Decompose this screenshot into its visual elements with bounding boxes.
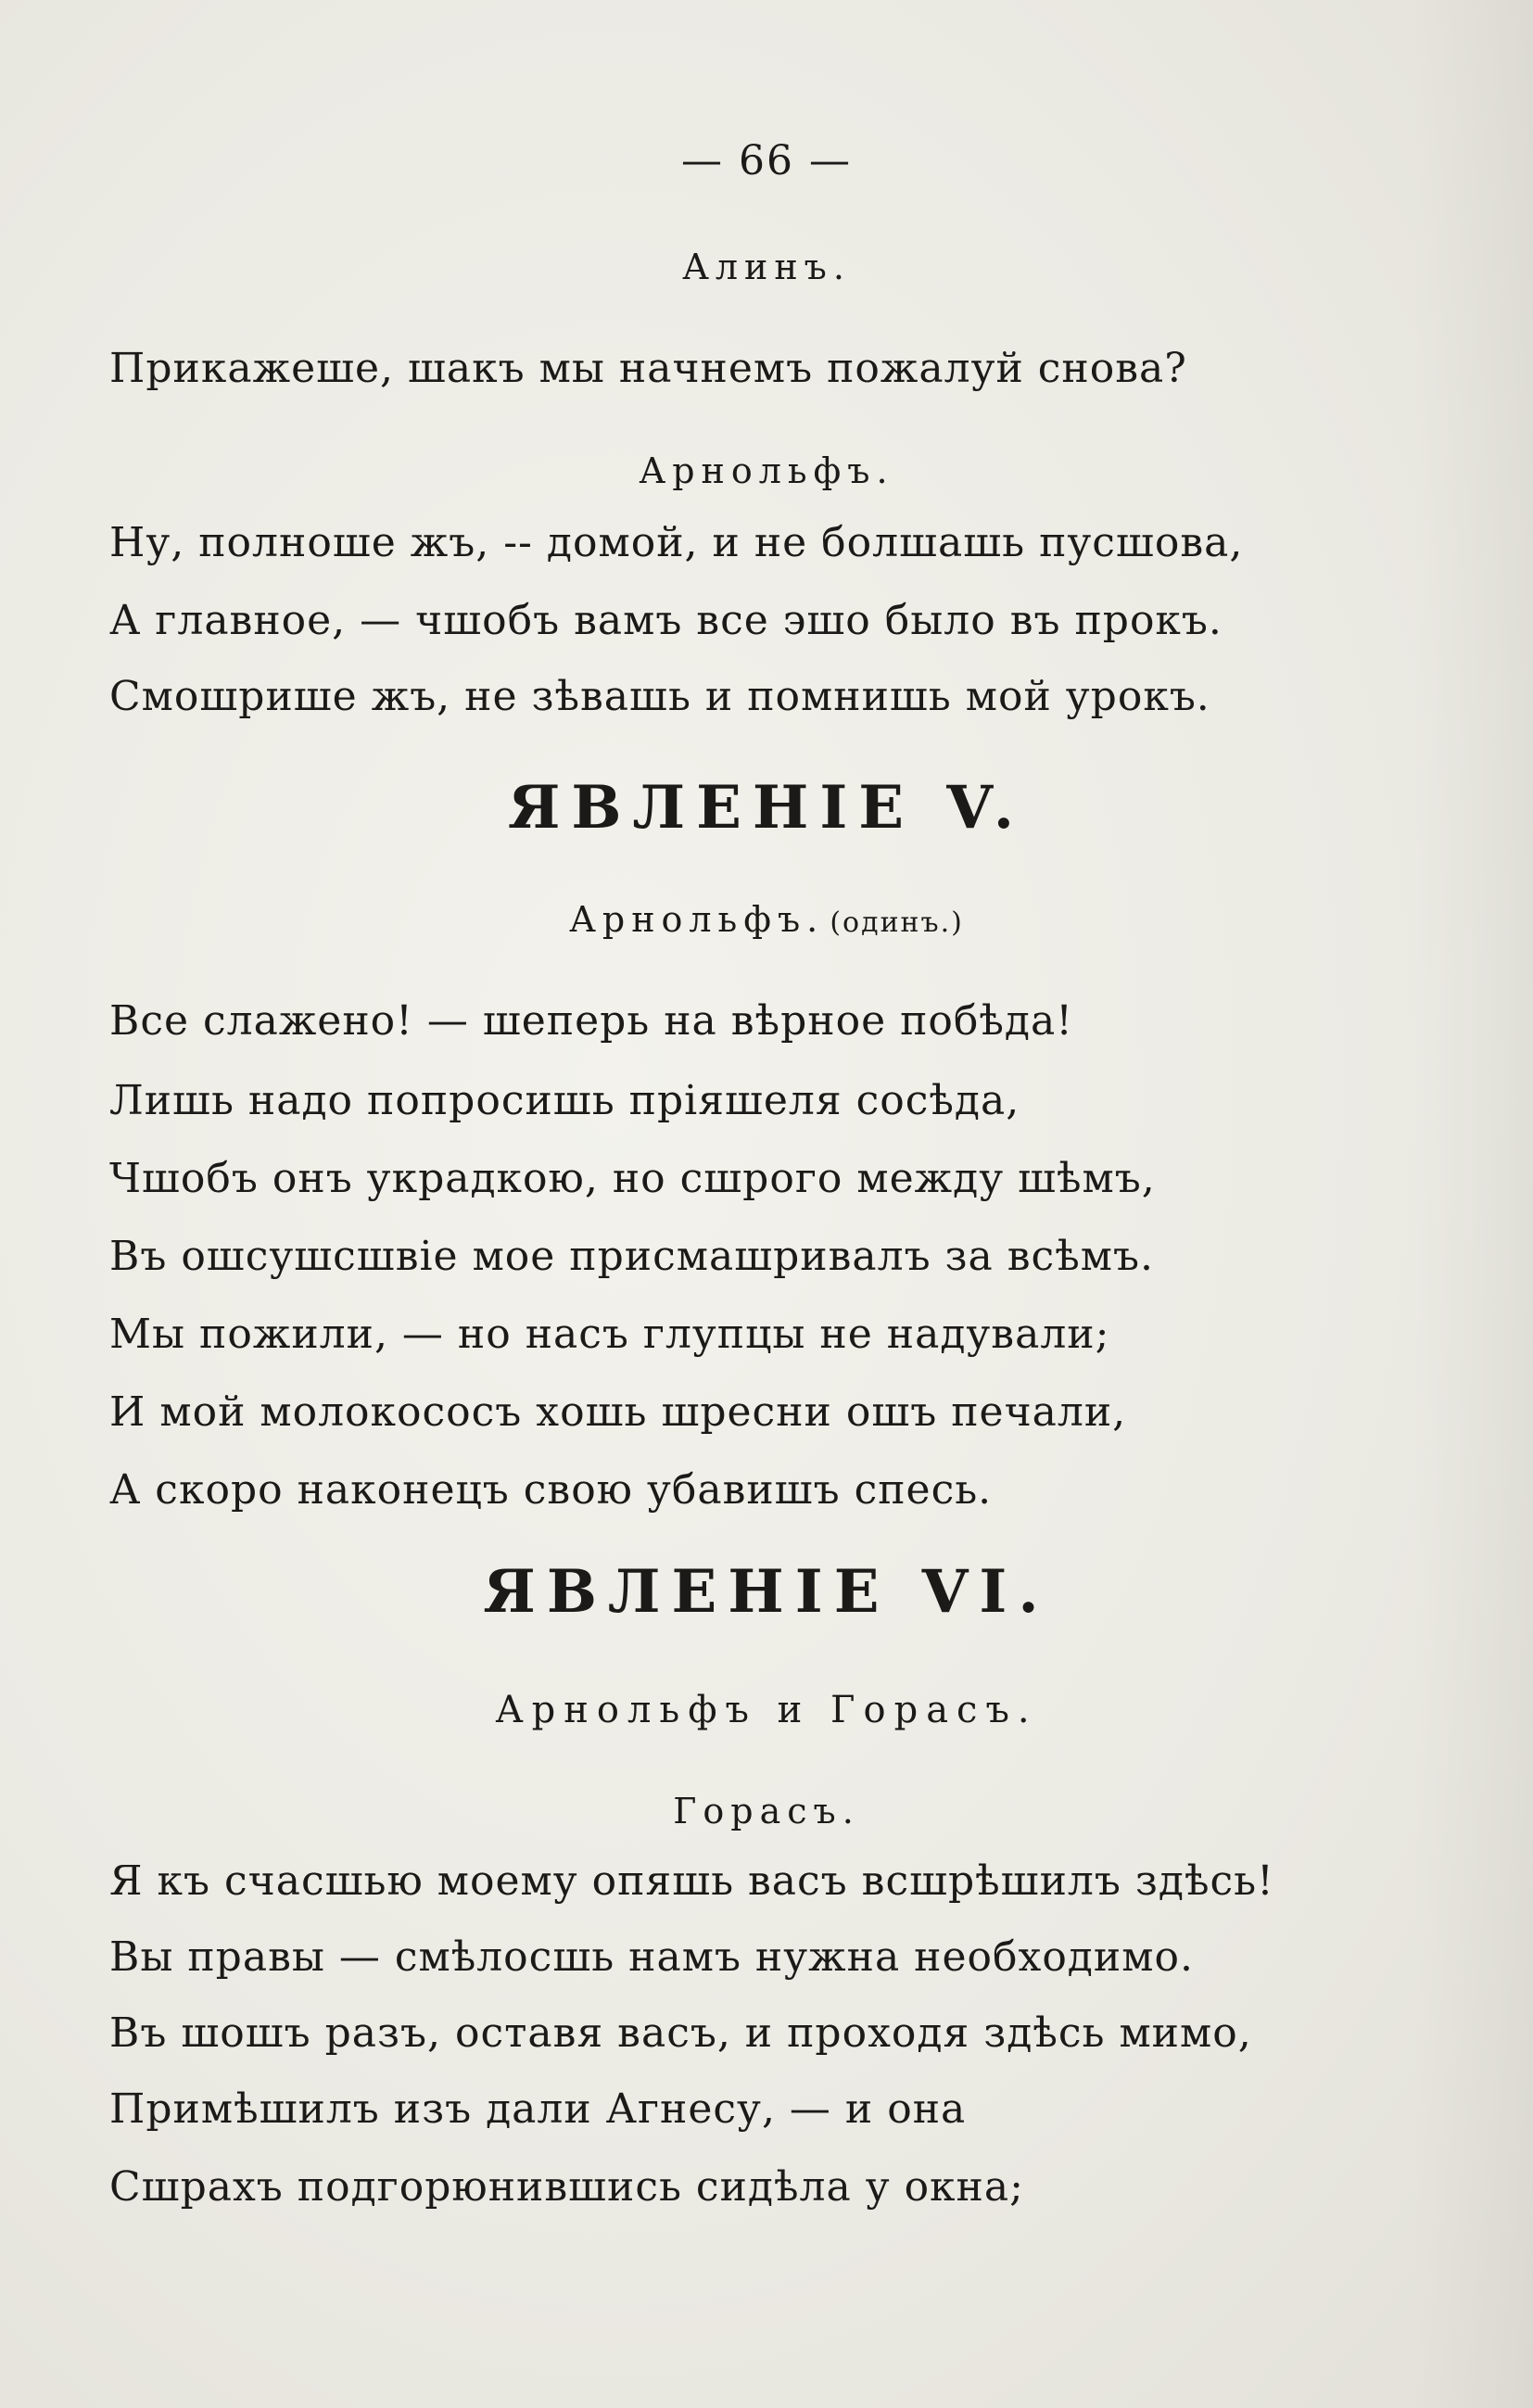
verse-line: Мы пожили, — но насъ глупцы не надували; (109, 1311, 1110, 1358)
speaker-line (0, 899, 1533, 940)
verse-line: Я къ счасшью моему опяшь васъ всшрѣшилъ здѣсь! (109, 1857, 1274, 1905)
verse-line: Ну, полноше жъ, -- домой, и не болшашь пусшова, (109, 519, 1244, 566)
scene-heading: ЯВЛЕНІЕ VI. (483, 1557, 1050, 1627)
verse-line: Въ шошъ разъ, оставя васъ, и проходя здѣсь мимо, (109, 2009, 1252, 2057)
verse-line: Прикажеше, шакъ мы начнемъ пожалуй снова? (109, 345, 1187, 392)
speaker-line: Алинъ. (682, 247, 851, 287)
verse-line: Примѣшилъ изъ дали Агнесу, — и она (109, 2085, 967, 2133)
scene-heading: ЯВЛЕНІЕ V. (507, 773, 1026, 843)
verse-line: Сшрахъ подгорюнившись сидѣла у окна; (109, 2163, 1024, 2211)
speaker-line: Арнольфъ. (639, 450, 894, 491)
verse-line: Все слажено! — шеперь на вѣрное побѣда! (109, 997, 1073, 1045)
verse-line: И мой молокососъ хошь шресни ошъ печали, (109, 1388, 1127, 1436)
verse-line: Лишь надо попросишь пріяшеля сосѣда, (109, 1077, 1020, 1124)
speaker-line: Горасъ. (673, 1791, 860, 1831)
verse-line: А скоро наконецъ свою убавишъ спесь. (109, 1466, 993, 1514)
page-number: — 66 — (681, 137, 852, 184)
cast-line: Арнольфъ и Горасъ. (495, 1689, 1038, 1731)
verse-line: Смошрише жъ, не зѣвашь и помнишь мой урокъ. (109, 673, 1210, 720)
stage-direction: (одинъ.) (830, 906, 964, 939)
verse-line: Чшобъ онъ украдкою, но сшрого между шѣмъ, (109, 1155, 1156, 1202)
verse-line: Въ ошсушсшвіе мое присмашривалъ за всѣмъ. (109, 1233, 1154, 1280)
speaker-name: Арнольфъ. (569, 899, 825, 940)
verse-line: Вы правы — смѣлосшь намъ нужна необходимо. (109, 1933, 1194, 1981)
verse-line: А главное, — чшобъ вамъ все эшо было въ прокъ. (109, 597, 1223, 644)
